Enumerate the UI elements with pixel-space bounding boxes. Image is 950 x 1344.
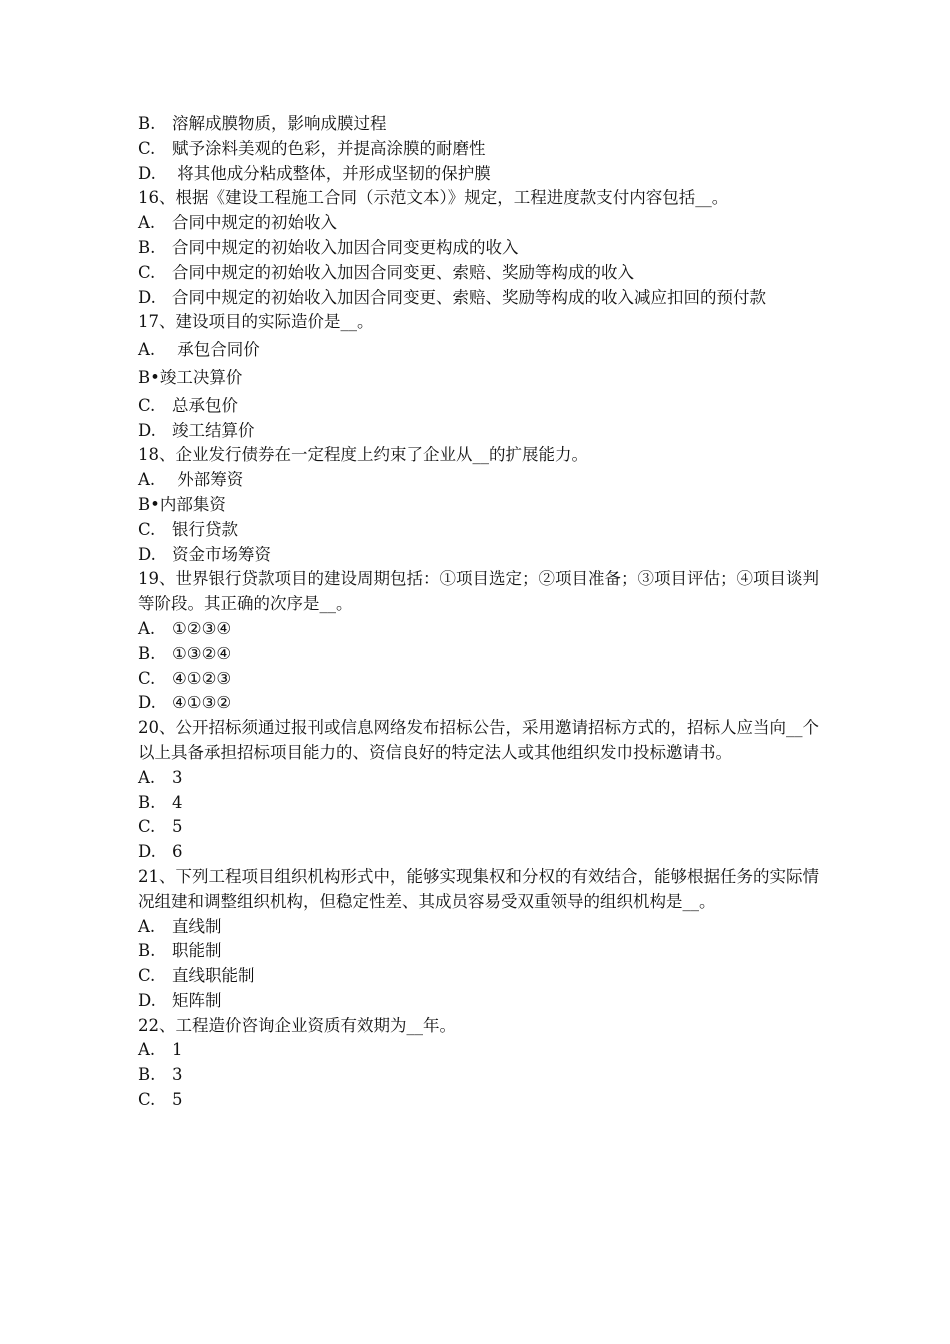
option-text: 外部筹资 — [172, 470, 244, 490]
option-label: B. — [138, 114, 156, 133]
answer-option — [138, 667, 828, 692]
option-label: C. — [138, 519, 156, 539]
option-label: A. — [138, 1040, 156, 1060]
option-label: C. — [138, 138, 156, 158]
answer-option — [138, 468, 828, 493]
option-text: 直线制 — [172, 916, 222, 936]
option-label: A. — [138, 340, 156, 360]
answer-option — [138, 211, 828, 236]
answer-option — [138, 137, 828, 162]
option-text: ①②③④ — [172, 618, 232, 638]
option-label: D. — [138, 990, 156, 1010]
answer-option — [138, 394, 828, 419]
question-text: 19、世界银行贷款项目的建设周期包括：①项目选定；②项目准备；③项目评估；④项目谈判等阶段。其正确的次序是__。 — [138, 569, 819, 614]
question-text: 21、下列工程项目组织机构形式中，能够实现集权和分权的有效结合，能够根据任务的实际情况组建和调整组织机构，但稳定性差、其成员容易受双重领导的组织机构是__。 — [138, 866, 819, 911]
option-text: 竣工结算价 — [172, 420, 255, 440]
option-text: 1 — [172, 1040, 183, 1060]
option-label: A. — [138, 767, 156, 787]
question-text: 20、公开招标须通过报刊或信息网络发布招标公告，采用邀请招标方式的，招标人应当向__个以上具备承担招标项目能力的、资信良好的特定法人或其他组织发巾投标邀请书。 — [138, 718, 819, 762]
option-label: D. — [138, 842, 156, 862]
option-text: ④①②③ — [172, 668, 232, 688]
answer-option — [138, 989, 828, 1014]
question-text: 17、建设项目的实际造价是__。 — [138, 312, 374, 332]
answer-option — [138, 1088, 828, 1113]
answer-option — [138, 766, 828, 791]
option-label: D. — [138, 287, 156, 307]
answer-option — [138, 964, 828, 989]
option-label: A. — [138, 618, 156, 638]
answer-option — [138, 915, 828, 940]
question-text: 16、根据《建设工程施工合同（示范文本）》规定，工程进度款支付内容包括__。 — [138, 188, 729, 208]
option-label: B• — [138, 367, 160, 387]
option-text: 承包合同价 — [172, 340, 260, 360]
answer-option — [138, 236, 828, 261]
answer-option — [138, 815, 828, 840]
option-text: 合同中规定的初始收入 — [172, 213, 337, 233]
option-label: B. — [138, 941, 156, 961]
option-text: 矩阵制 — [172, 990, 222, 1010]
option-text: 3 — [172, 1065, 183, 1085]
option-text: 5 — [172, 1090, 183, 1110]
answer-option — [138, 518, 828, 543]
option-label: C. — [138, 966, 156, 986]
answer-option — [138, 493, 828, 518]
option-label: C. — [138, 1090, 156, 1110]
answer-option — [138, 840, 828, 865]
option-label: D. — [138, 420, 156, 440]
option-text: 直线职能制 — [172, 966, 255, 986]
option-text: 3 — [172, 767, 183, 787]
option-label: A. — [138, 916, 156, 936]
option-text: 将其他成分粘成整体，并形成坚韧的保护膜 — [172, 163, 491, 183]
option-label: D. — [138, 163, 156, 183]
answer-option — [138, 261, 828, 286]
answer-option — [138, 419, 828, 444]
answer-option — [138, 366, 828, 391]
question-text: 22、工程造价咨询企业资质有效期为__年。 — [138, 1015, 456, 1035]
answer-option — [138, 286, 828, 311]
option-label: A. — [138, 470, 156, 490]
option-label: B. — [138, 1065, 156, 1085]
exam-content — [138, 112, 828, 1113]
option-text: ①③②④ — [172, 643, 232, 663]
option-label: B. — [138, 792, 156, 812]
answer-option — [138, 543, 828, 568]
option-text: 溶解成膜物质，影响成膜过程 — [172, 114, 387, 133]
option-label: D. — [138, 693, 156, 713]
answer-option — [138, 1038, 828, 1063]
option-text: 银行贷款 — [172, 519, 238, 539]
option-text: 合同中规定的初始收入加因合同变更、索赔、奖励等构成的收入减应扣回的预付款 — [172, 287, 766, 307]
answer-option — [138, 162, 828, 187]
option-text: 5 — [172, 817, 183, 837]
option-label: B. — [138, 237, 156, 257]
answer-option — [138, 1063, 828, 1088]
option-label: B. — [138, 643, 156, 663]
option-label: C. — [138, 817, 156, 837]
option-text: 竣工决算价 — [159, 367, 243, 387]
option-text: 合同中规定的初始收入加因合同变更、索赔、奖励等构成的收入 — [172, 262, 634, 282]
option-text: 资金市场筹资 — [172, 544, 271, 564]
option-text: 内部集资 — [159, 494, 226, 514]
answer-option — [138, 691, 828, 716]
option-text: ④①③② — [172, 693, 232, 713]
option-label: C. — [138, 395, 156, 415]
option-label: C. — [138, 668, 156, 688]
answer-option — [138, 617, 828, 642]
answer-option — [138, 939, 828, 964]
answer-option — [138, 338, 828, 363]
answer-option — [138, 791, 828, 816]
option-text: 合同中规定的初始收入加因合同变更构成的收入 — [172, 237, 519, 257]
option-label: C. — [138, 262, 156, 282]
option-text: 4 — [172, 792, 183, 812]
option-label: B• — [138, 494, 160, 514]
option-label: A. — [138, 213, 156, 233]
answer-option — [138, 642, 828, 667]
question-text: 18、企业发行债券在一定程度上约束了企业从__的扩展能力。 — [138, 445, 588, 465]
option-text: 6 — [172, 842, 183, 862]
answer-option — [138, 112, 828, 137]
option-text: 总承包价 — [172, 395, 238, 415]
option-label: D. — [138, 544, 156, 564]
option-text: 职能制 — [172, 941, 222, 961]
option-text: 赋予涂料美观的色彩，并提高涂膜的耐磨性 — [172, 138, 486, 158]
